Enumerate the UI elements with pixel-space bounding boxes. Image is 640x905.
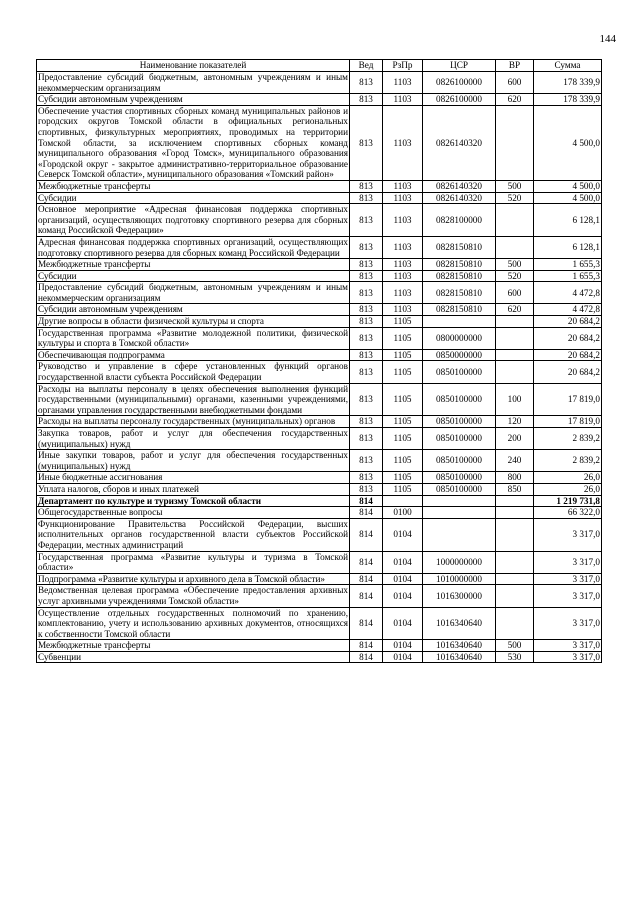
row-sum: 1 655,3 xyxy=(534,270,602,282)
row-name: Расходы на выплаты персоналу в целях обеспечения выполнения функций государственными (муниципальными) органами, казенными учреждениями, органами управления государственными внебюджетными фондами xyxy=(38,383,348,415)
table-row xyxy=(37,180,602,192)
row-rzpr: 1105 xyxy=(383,316,423,328)
row-rzpr: 1105 xyxy=(383,327,423,349)
row-sum: 178 339,9 xyxy=(534,94,602,106)
page-number: 144 xyxy=(599,33,616,45)
row-csr: 0826140320 xyxy=(423,192,496,204)
row-sum: 17 819,0 xyxy=(534,383,602,416)
row-ved: 814 xyxy=(350,507,383,519)
row-vr xyxy=(496,518,534,551)
table-header-row xyxy=(37,60,602,72)
row-rzpr: 1105 xyxy=(383,450,423,472)
row-sum: 26,0 xyxy=(534,483,602,495)
row-name: Функционирование Правительства Российской Федерации, высших исполнительных органов государственной власти субъектов Российской Федерации, местных администраций xyxy=(38,518,348,550)
row-sum: 1 219 731,8 xyxy=(534,495,602,507)
table-row xyxy=(37,304,602,316)
table-row xyxy=(37,640,602,652)
row-csr: 0826140320 xyxy=(423,105,496,180)
table-row xyxy=(37,236,602,258)
row-name: Иные закупки товаров, работ и услуг для обеспечения государственных (муниципальных) нужд xyxy=(38,450,348,471)
row-name: Адресная финансовая поддержка спортивных организаций, осуществляющих подготовку спортивного резерва для сборных команд Российской Федерации xyxy=(38,236,348,258)
row-ved: 813 xyxy=(350,105,383,180)
table-row xyxy=(37,259,602,271)
row-vr: 620 xyxy=(496,304,534,316)
row-vr: 120 xyxy=(496,416,534,428)
row-vr: 620 xyxy=(496,94,534,106)
row-ved: 813 xyxy=(350,72,383,94)
row-sum: 6 128,1 xyxy=(534,236,602,258)
row-sum: 3 317,0 xyxy=(534,607,602,640)
table-row xyxy=(37,551,602,573)
row-name: Субсидии автономным учреждениям xyxy=(37,304,350,316)
row-ved: 814 xyxy=(350,651,383,663)
row-vr xyxy=(496,495,534,507)
row-vr: 500 xyxy=(496,180,534,192)
row-vr xyxy=(496,573,534,585)
row-name: Межбюджетные трансферты xyxy=(37,180,350,192)
row-csr: 0828150810 xyxy=(423,259,496,271)
header-ved: Вед xyxy=(350,60,383,72)
row-vr: 520 xyxy=(496,270,534,282)
row-vr xyxy=(496,349,534,361)
row-name: Государственная программа «Развитие культуры и туризма в Томской области» xyxy=(38,551,348,573)
row-rzpr: 1103 xyxy=(383,180,423,192)
row-ved: 813 xyxy=(350,416,383,428)
row-vr: 600 xyxy=(496,72,534,94)
table-row xyxy=(37,585,602,607)
row-rzpr: 0104 xyxy=(383,640,423,652)
row-name: Обеспечивающая подпрограмма xyxy=(37,349,350,361)
header-name: Наименование показателей xyxy=(37,60,350,72)
row-rzpr: 0104 xyxy=(383,573,423,585)
row-sum: 6 128,1 xyxy=(534,204,602,237)
row-rzpr: 1105 xyxy=(383,472,423,484)
table-row xyxy=(37,361,602,383)
row-csr: 1000000000 xyxy=(423,551,496,573)
table-row xyxy=(37,607,602,640)
row-name: Основное мероприятие «Адресная финансовая поддержка спортивных организаций, осуществляющих подготовку спортивного резерва для сборных команд Российской Федерации» xyxy=(38,204,348,236)
row-rzpr: 1103 xyxy=(383,282,423,304)
row-csr: 1010000000 xyxy=(423,573,496,585)
table-row xyxy=(37,428,602,450)
row-vr xyxy=(496,236,534,258)
row-rzpr: 1103 xyxy=(383,192,423,204)
row-ved: 813 xyxy=(350,204,383,237)
header-vr: ВР xyxy=(496,60,534,72)
row-rzpr: 1105 xyxy=(383,349,423,361)
row-ved: 814 xyxy=(350,585,383,607)
budget-table xyxy=(36,59,602,663)
table-row xyxy=(37,94,602,106)
row-vr xyxy=(496,551,534,573)
row-rzpr xyxy=(383,495,423,507)
row-rzpr: 1103 xyxy=(383,204,423,237)
table-row xyxy=(37,327,602,349)
row-sum: 3 317,0 xyxy=(534,640,602,652)
table-row xyxy=(37,416,602,428)
table-row xyxy=(37,192,602,204)
table-row xyxy=(37,383,602,416)
row-csr: 0826100000 xyxy=(423,72,496,94)
row-ved: 813 xyxy=(350,349,383,361)
row-csr: 0828150810 xyxy=(423,304,496,316)
row-sum: 2 839,2 xyxy=(534,428,602,450)
row-csr: 0826140320 xyxy=(423,180,496,192)
row-ved: 814 xyxy=(350,551,383,573)
row-name: Ведомственная целевая программа «Обеспечение предоставления архивных услуг архивными учреждениями Томской области» xyxy=(38,585,348,606)
row-vr: 500 xyxy=(496,259,534,271)
row-csr xyxy=(423,507,496,519)
row-name: Иные бюджетные ассигнования xyxy=(37,472,350,484)
row-csr: 0828150810 xyxy=(423,236,496,258)
row-csr: 0850100000 xyxy=(423,450,496,472)
row-ved: 813 xyxy=(350,327,383,349)
row-ved: 813 xyxy=(350,316,383,328)
row-sum: 3 317,0 xyxy=(534,651,602,663)
table-row xyxy=(37,204,602,237)
row-vr: 800 xyxy=(496,472,534,484)
row-sum: 20 684,2 xyxy=(534,361,602,383)
row-ved: 813 xyxy=(350,472,383,484)
row-csr: 1016340640 xyxy=(423,607,496,640)
row-ved: 813 xyxy=(350,192,383,204)
table-row xyxy=(37,282,602,304)
row-csr: 0828150810 xyxy=(423,282,496,304)
row-rzpr: 1103 xyxy=(383,94,423,106)
row-name: Субсидии автономным учреждениям xyxy=(37,94,350,106)
row-csr: 0828100000 xyxy=(423,204,496,237)
row-rzpr: 0104 xyxy=(383,585,423,607)
row-rzpr: 0100 xyxy=(383,507,423,519)
row-vr: 100 xyxy=(496,383,534,416)
row-name: Уплата налогов, сборов и иных платежей xyxy=(37,483,350,495)
row-csr: 0826100000 xyxy=(423,94,496,106)
row-ved: 814 xyxy=(350,495,383,507)
row-ved: 813 xyxy=(350,282,383,304)
row-ved: 813 xyxy=(350,236,383,258)
row-csr: 1016340640 xyxy=(423,651,496,663)
row-rzpr: 1103 xyxy=(383,259,423,271)
row-ved: 813 xyxy=(350,180,383,192)
table-body xyxy=(37,72,602,663)
table-row xyxy=(37,450,602,472)
row-rzpr: 1103 xyxy=(383,304,423,316)
row-rzpr: 0104 xyxy=(383,551,423,573)
row-name: Департамент по культуре и туризму Томской области xyxy=(37,495,350,507)
table-row xyxy=(37,573,602,585)
table-row xyxy=(37,349,602,361)
row-name: Субсидии xyxy=(37,270,350,282)
row-sum: 1 655,3 xyxy=(534,259,602,271)
row-ved: 813 xyxy=(350,383,383,416)
row-csr: 0800000000 xyxy=(423,327,496,349)
row-rzpr: 1105 xyxy=(383,416,423,428)
row-name: Другие вопросы в области физической культуры и спорта xyxy=(37,316,350,328)
row-vr: 520 xyxy=(496,192,534,204)
row-vr xyxy=(496,607,534,640)
row-sum: 4 472,8 xyxy=(534,304,602,316)
row-vr xyxy=(496,204,534,237)
row-vr: 240 xyxy=(496,450,534,472)
row-csr: 0828150810 xyxy=(423,270,496,282)
table-row xyxy=(37,483,602,495)
row-name: Субвенции xyxy=(37,651,350,663)
row-ved: 813 xyxy=(350,304,383,316)
row-rzpr: 0104 xyxy=(383,651,423,663)
row-name: Осуществление отдельных государственных полномочий по хранению, комплектованию, учету и использованию архивных документов, относящихся к собственности Томской области xyxy=(38,607,348,639)
row-sum: 17 819,0 xyxy=(534,416,602,428)
row-vr: 530 xyxy=(496,651,534,663)
table-row xyxy=(37,472,602,484)
row-name: Субсидии xyxy=(37,192,350,204)
row-ved: 813 xyxy=(350,259,383,271)
row-rzpr: 1105 xyxy=(383,428,423,450)
row-name: Общегосударственные вопросы xyxy=(37,507,350,519)
row-sum: 4 500,0 xyxy=(534,192,602,204)
table-row xyxy=(37,507,602,519)
row-vr xyxy=(496,585,534,607)
row-name: Подпрограмма «Развитие культуры и архивного дела в Томской области» xyxy=(37,573,350,585)
row-rzpr: 1105 xyxy=(383,361,423,383)
row-sum: 3 317,0 xyxy=(534,518,602,551)
table-row xyxy=(37,651,602,663)
row-rzpr: 1103 xyxy=(383,72,423,94)
row-csr: 0850000000 xyxy=(423,349,496,361)
row-rzpr: 1103 xyxy=(383,236,423,258)
table-row xyxy=(37,518,602,551)
row-sum: 20 684,2 xyxy=(534,349,602,361)
row-csr xyxy=(423,495,496,507)
row-csr: 0850100000 xyxy=(423,416,496,428)
row-rzpr: 0104 xyxy=(383,607,423,640)
row-csr xyxy=(423,518,496,551)
row-vr: 600 xyxy=(496,282,534,304)
row-sum: 3 317,0 xyxy=(534,573,602,585)
header-csr: ЦСР xyxy=(423,60,496,72)
row-sum: 3 317,0 xyxy=(534,551,602,573)
row-csr: 1016300000 xyxy=(423,585,496,607)
row-sum: 4 472,8 xyxy=(534,282,602,304)
row-csr: 0850100000 xyxy=(423,472,496,484)
row-ved: 813 xyxy=(350,361,383,383)
row-sum: 4 500,0 xyxy=(534,180,602,192)
row-name: Предоставление субсидий бюджетным, автономным учреждениям и иным некоммерческим организациям xyxy=(38,282,348,303)
row-csr: 0850100000 xyxy=(423,383,496,416)
row-ved: 813 xyxy=(350,94,383,106)
row-name: Государственная программа «Развитие молодежной политики, физической культуры и спорта в Томской области» xyxy=(38,327,348,349)
row-vr xyxy=(496,507,534,519)
row-sum: 4 500,0 xyxy=(534,105,602,180)
row-sum: 2 839,2 xyxy=(534,450,602,472)
row-name: Обеспечение участия спортивных сборных команд муниципальных районов и городских округов Томской области в официальных региональных спортивных, физкультурных мероприятиях, проводимых на территории Томской области, за исключением спортивных сборных команд муниципального образования «Город Томск», муниципального образования «Городской округ - закрытое административно-территориальное образование Северск Томской области», муниципального образования «Томский район» xyxy=(38,105,348,180)
row-sum: 20 684,2 xyxy=(534,327,602,349)
row-sum: 20 684,2 xyxy=(534,316,602,328)
row-name: Расходы на выплаты персоналу государственных (муниципальных) органов xyxy=(37,416,350,428)
table-row xyxy=(37,105,602,180)
row-rzpr: 0104 xyxy=(383,518,423,551)
row-sum: 66 322,0 xyxy=(534,507,602,519)
row-rzpr: 1105 xyxy=(383,483,423,495)
row-name: Предоставление субсидий бюджетным, автономным учреждениям и иным некоммерческим организациям xyxy=(38,72,348,93)
row-ved: 814 xyxy=(350,607,383,640)
row-csr: 0850100000 xyxy=(423,428,496,450)
row-rzpr: 1103 xyxy=(383,105,423,180)
row-ved: 814 xyxy=(350,518,383,551)
row-vr: 200 xyxy=(496,428,534,450)
row-csr xyxy=(423,316,496,328)
row-vr xyxy=(496,361,534,383)
row-csr: 0850100000 xyxy=(423,361,496,383)
table-row xyxy=(37,72,602,94)
row-ved: 813 xyxy=(350,450,383,472)
row-ved: 813 xyxy=(350,270,383,282)
row-csr: 1016340640 xyxy=(423,640,496,652)
table-row xyxy=(37,495,602,507)
row-name: Межбюджетные трансферты xyxy=(37,640,350,652)
row-rzpr: 1103 xyxy=(383,270,423,282)
row-name: Руководство и управление в сфере установленных функций органов государственной власти субъекта Российской Федерации xyxy=(38,361,348,383)
row-ved: 813 xyxy=(350,483,383,495)
row-ved: 813 xyxy=(350,428,383,450)
row-sum: 26,0 xyxy=(534,472,602,484)
row-csr: 0850100000 xyxy=(423,483,496,495)
table-row xyxy=(37,316,602,328)
row-vr xyxy=(496,327,534,349)
row-sum: 3 317,0 xyxy=(534,585,602,607)
row-name: Закупка товаров, работ и услуг для обеспечения государственных (муниципальных) нужд xyxy=(38,428,348,449)
row-vr xyxy=(496,105,534,180)
row-rzpr: 1105 xyxy=(383,383,423,416)
row-vr: 850 xyxy=(496,483,534,495)
table-row xyxy=(37,270,602,282)
row-sum: 178 339,9 xyxy=(534,72,602,94)
row-ved: 814 xyxy=(350,640,383,652)
header-rzpr: РзПр xyxy=(383,60,423,72)
header-sum: Сумма xyxy=(534,60,602,72)
row-ved: 814 xyxy=(350,573,383,585)
row-vr xyxy=(496,316,534,328)
row-name: Межбюджетные трансферты xyxy=(37,259,350,271)
row-vr: 500 xyxy=(496,640,534,652)
